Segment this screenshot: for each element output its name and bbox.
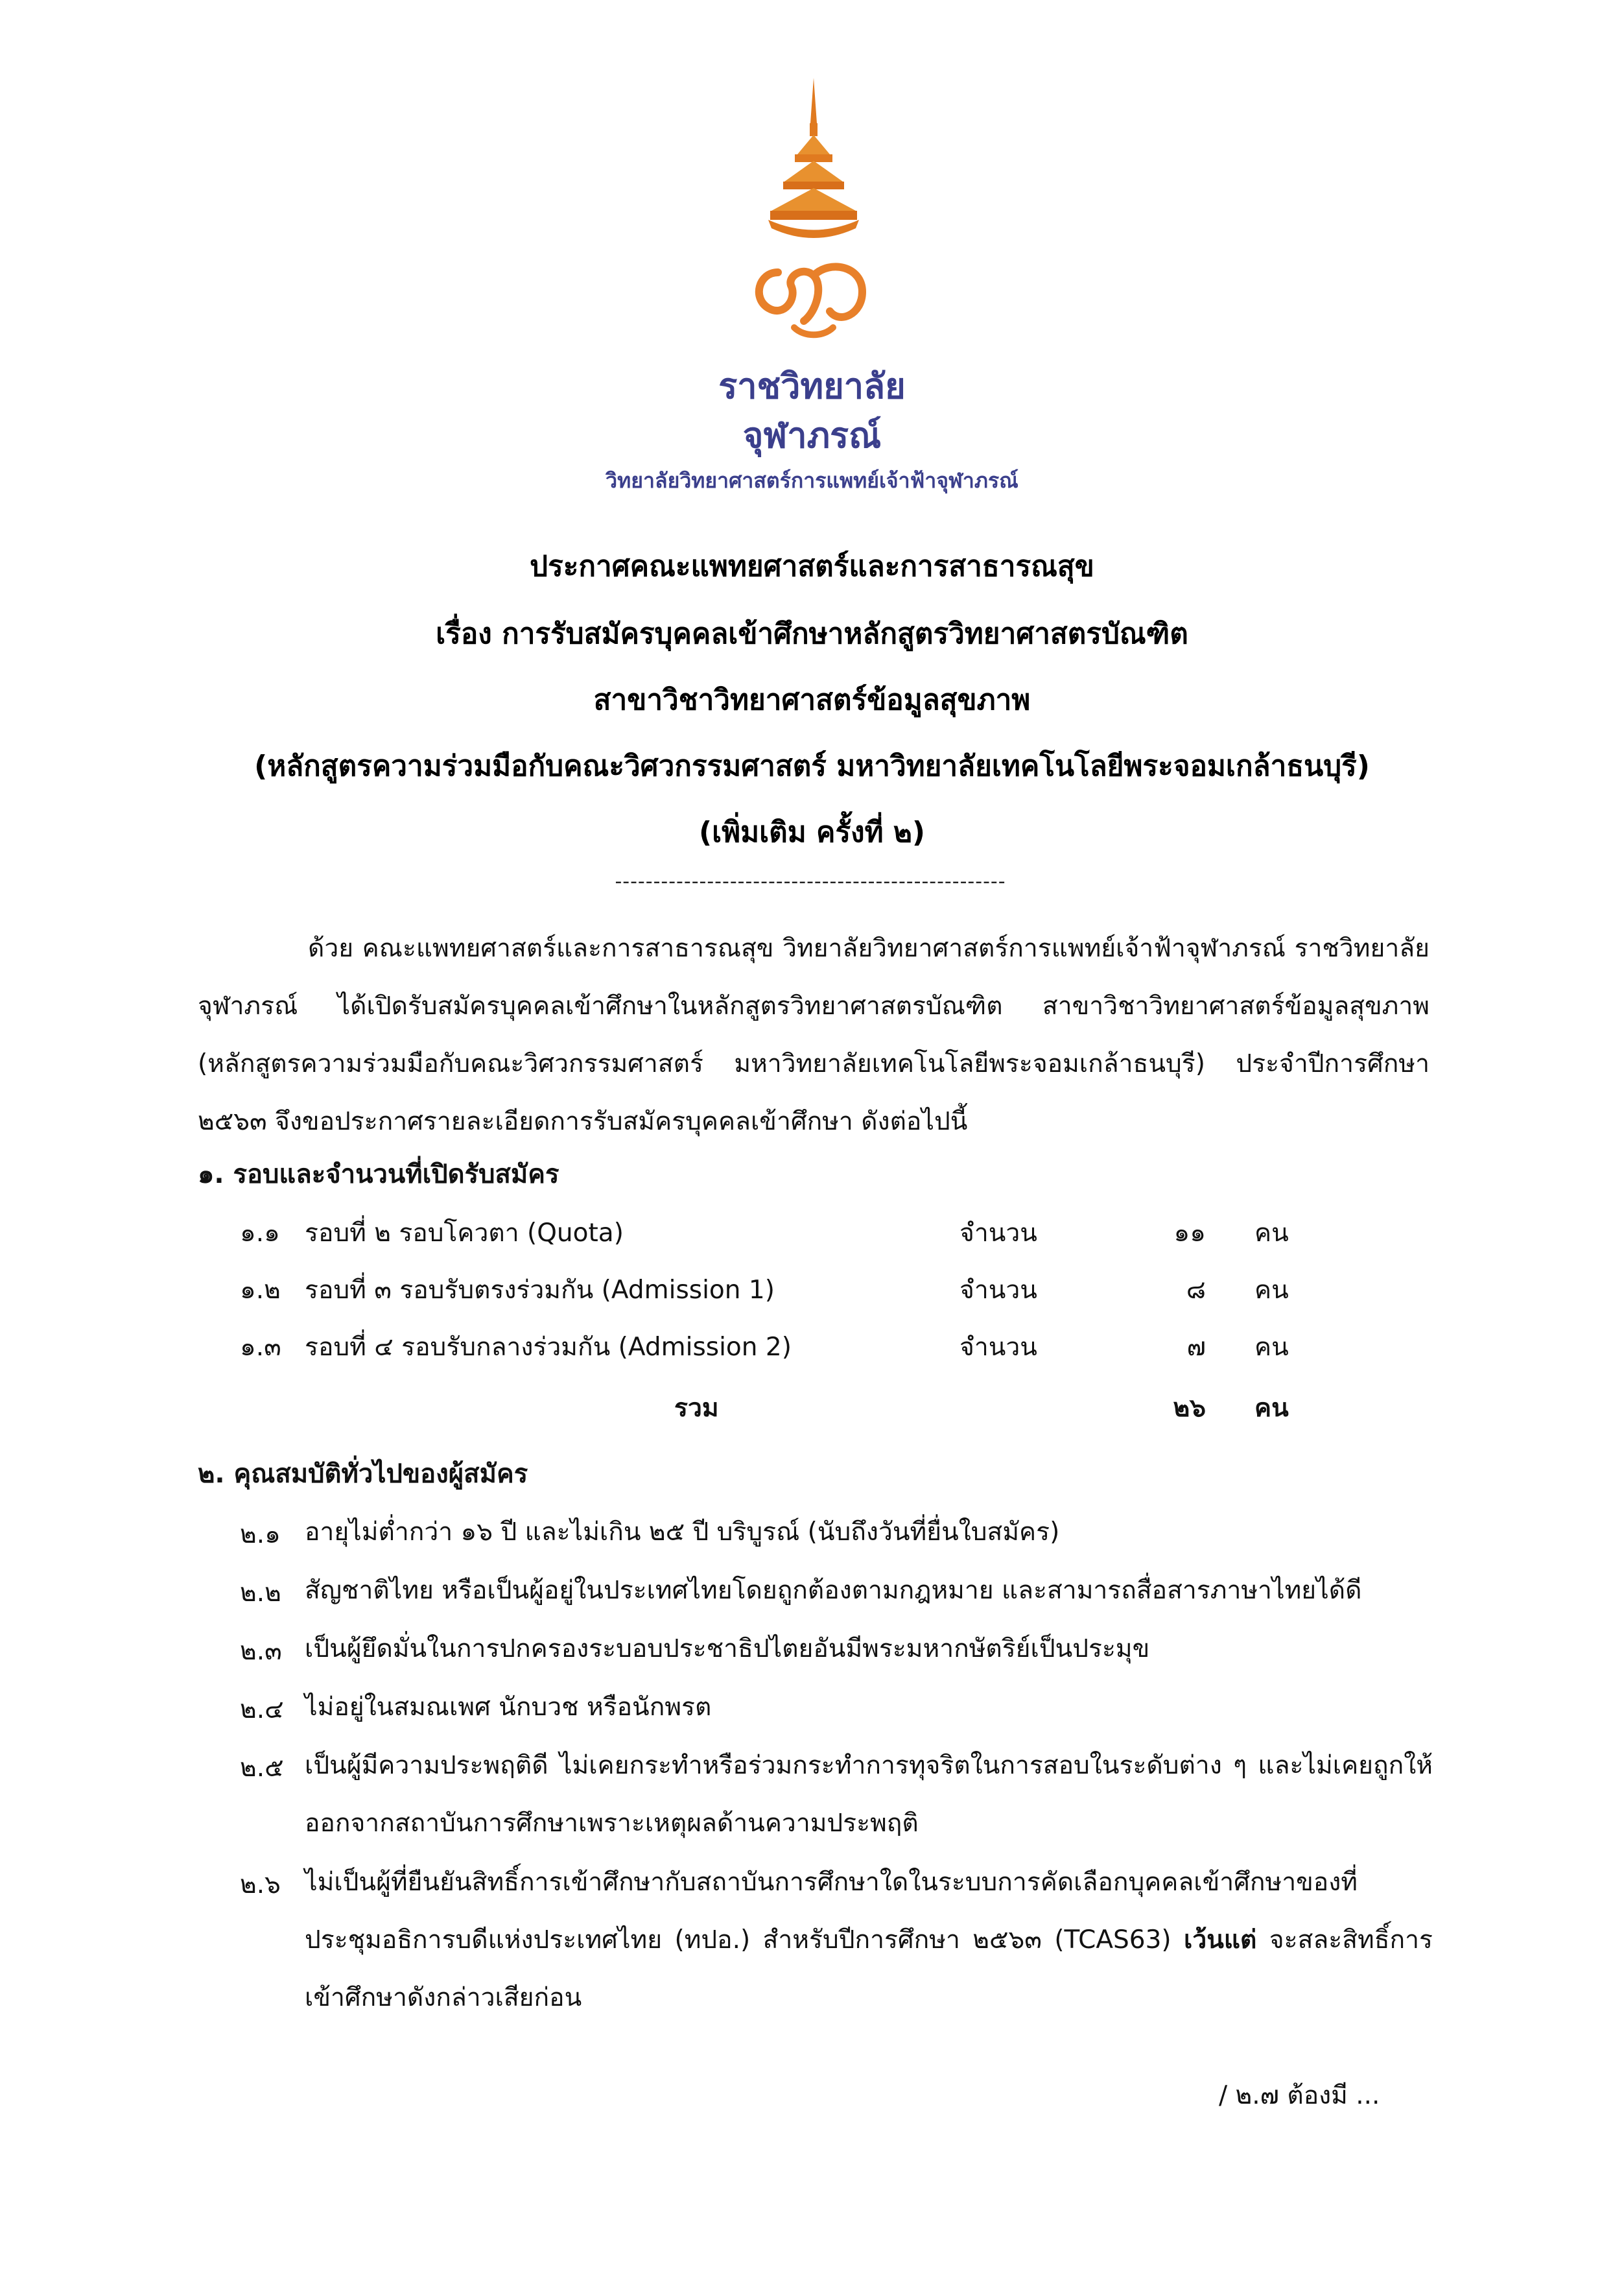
- announcement-title-line5: (เพิ่มเติม ครั้งที่ ๒): [698, 816, 926, 849]
- total-label: รวม: [674, 1394, 719, 1423]
- item-text: [305, 1853, 1433, 2027]
- row-amount-word: จำนวน: [959, 1276, 1037, 1305]
- institution-name-line2: จุฬาภรณ์: [742, 415, 882, 456]
- row-number: ๑.๑: [240, 1219, 280, 1248]
- row-unit: คน: [1254, 1219, 1289, 1248]
- announcement-title-line3: สาขาวิชาวิทยาศาสตร์ข้อมูลสุขภาพ: [593, 684, 1031, 717]
- item-text: ไม่อยู่ในสมณเพศ นักบวช หรือนักพรต: [305, 1693, 712, 1722]
- item-text-part-b: จะสละสิทธิ์การเข้าศึกษาดังกล่าวเสียก่อน: [305, 1925, 1433, 2012]
- item-text-emphasis: เว้นแต่: [1184, 1925, 1257, 1955]
- row-number: ๑.๓: [240, 1333, 281, 1362]
- row-amount-word: จำนวน: [959, 1333, 1037, 1362]
- row-label: รอบที่ ๔ รอบรับกลางร่วมกัน (Admission 2): [305, 1333, 792, 1362]
- item-text-part-a: ไม่เป็นผู้ที่ยืนยันสิทธิ์การเข้าศึกษากับสถาบันการศึกษาใดในระบบการคัดเลือกบุคคลเข้าศึกษาของที่ประชุมอธิการบดีแห่งประเทศไทย (ทปอ.) สำหรับปีการศึกษา ๒๕๖๓ (TCAS63): [305, 1868, 1358, 1955]
- title-separator: ---------------------------------------------------: [615, 870, 1006, 893]
- row-label: รอบที่ ๓ รอบรับตรงร่วมกัน (Admission 1): [305, 1276, 775, 1305]
- institution-subtitle: วิทยาลัยวิทยาศาสตร์การแพทย์เจ้าฟ้าจุฬาภรณ์: [606, 468, 1018, 493]
- section1-heading: ๑. รอบและจำนวนที่เปิดรับสมัคร: [198, 1159, 559, 1189]
- row-count: ๘: [1186, 1276, 1206, 1305]
- institution-logo: [733, 78, 895, 350]
- row-count: ๑๑: [1173, 1219, 1206, 1248]
- intro-text: ด้วย คณะแพทยศาสตร์และการสาธารณสุข วิทยาลัยวิทยาศาสตร์การแพทย์เจ้าฟ้าจุฬาภรณ์ ราชวิทยาลัยจุฬาภรณ์ ได้เปิดรับสมัครบุคคลเข้าศึกษาในหลักสูตรวิทยาศาสตรบัณฑิต สาขาวิชาวิทยาศาสตร์ข้อมูลสุขภาพ (หลักสูตรความร่วมมือกับคณะวิศวกรรมศาสตร์ มหาวิทยาลัยเทคโนโลยีพระจอมเกล้าธนบุรี) ประจำปีการศึกษา ๒๕๖๓ จึงขอประกาศรายละเอียดการรับสมัครบุคคลเข้าศึกษา ดังต่อไปนี้: [198, 934, 1430, 1136]
- item-number: ๒.๒: [240, 1578, 281, 1608]
- announcement-title-line1: ประกาศคณะแพทยศาสตร์และการสาธารณสุข: [530, 550, 1094, 583]
- item-number: ๒.๔: [240, 1695, 284, 1724]
- item-number: ๒.๓: [240, 1637, 282, 1666]
- total-unit: คน: [1254, 1394, 1289, 1423]
- intro-paragraph: [198, 920, 1430, 1150]
- institution-name-line1: ราชวิทยาลัย: [718, 366, 906, 407]
- item-number: ๒.๖: [240, 1870, 281, 1899]
- row-amount-word: จำนวน: [959, 1219, 1037, 1248]
- total-count: ๒๖: [1173, 1394, 1206, 1423]
- row-count: ๗: [1186, 1333, 1206, 1362]
- item-number: ๒.๕: [240, 1754, 284, 1783]
- continuation-footer: / ๒.๗ ต้องมี ...: [1219, 2081, 1380, 2110]
- announcement-title-line4: (หลักสูตรความร่วมมือกับคณะวิศวกรรมศาสตร์ มหาวิทยาลัยเทคโนโลยีพระจอมเกล้าธนบุรี): [254, 750, 1370, 783]
- row-unit: คน: [1254, 1333, 1289, 1362]
- announcement-title-line2: เรื่อง การรับสมัครบุคคลเข้าศึกษาหลักสูตรวิทยาศาสตรบัณฑิต: [436, 617, 1188, 650]
- row-label: รอบที่ ๒ รอบโควตา (Quota): [305, 1219, 624, 1248]
- item-text: เป็นผู้มีความประพฤติดี ไม่เคยกระทำหรือร่วมกระทำการทุจริตในการสอบในระดับต่าง ๆ และไม่เคยถูกให้ออกจากสถาบันการศึกษาเพราะเหตุผลด้านความประพฤติ: [305, 1751, 1433, 1838]
- row-unit: คน: [1254, 1276, 1289, 1305]
- row-number: ๑.๒: [240, 1276, 281, 1305]
- item-text: เป็นผู้ยึดมั่นในการปกครองระบอบประชาธิปไตยอันมีพระมหากษัตริย์เป็นประมุข: [305, 1634, 1150, 1663]
- item-number: ๒.๑: [240, 1520, 281, 1549]
- item-text: สัญชาติไทย หรือเป็นผู้อยู่ในประเทศไทยโดยถูกต้องตามกฎหมาย และสามารถสื่อสารภาษาไทยได้ดี: [305, 1576, 1362, 1605]
- section2-heading: ๒. คุณสมบัติทั่วไปของผู้สมัคร: [198, 1459, 528, 1489]
- item-text: อายุไม่ต่ำกว่า ๑๖ ปี และไม่เกิน ๒๕ ปี บริบูรณ์ (นับถึงวันที่ยื่นใบสมัคร): [305, 1517, 1060, 1547]
